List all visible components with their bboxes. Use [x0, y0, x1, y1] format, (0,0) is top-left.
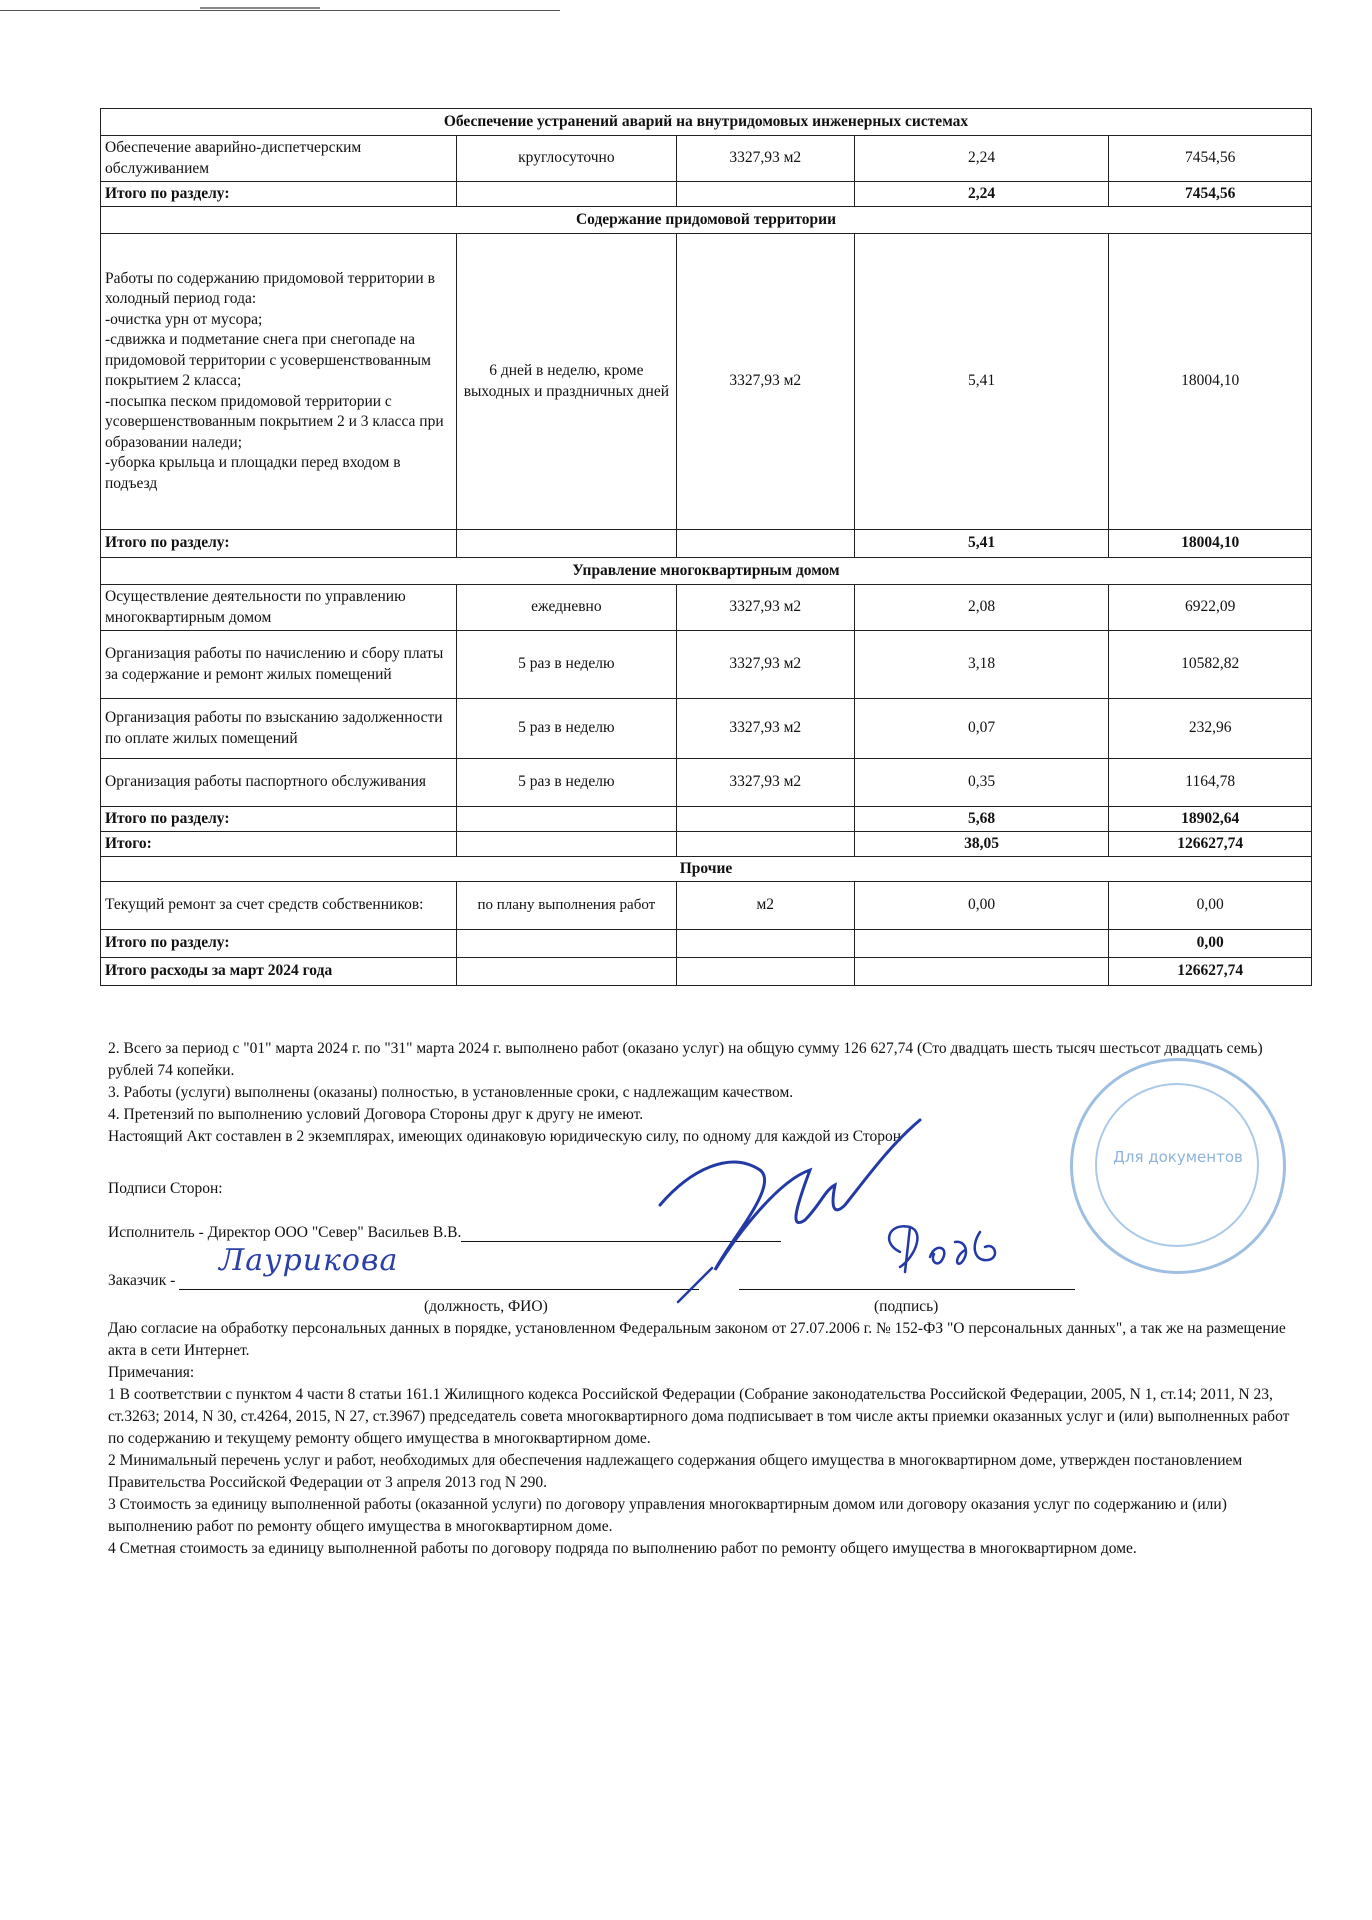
row-period: ежедневно: [456, 585, 676, 631]
section-header-management: Управление многоквартирным домом: [101, 558, 1312, 585]
total-sum: 7454,56: [1109, 182, 1312, 207]
row-sum: 18004,10: [1109, 234, 1312, 530]
expenses-total-sum: 126627,74: [1109, 958, 1312, 986]
total-sum: 18004,10: [1109, 530, 1312, 558]
customer-signature: [870, 1212, 1020, 1282]
section-total-row: Итого по разделу: 5,68 18902,64: [101, 807, 1312, 832]
grand-total-sum: 126627,74: [1109, 832, 1312, 857]
caption-position: (должность, ФИО): [424, 1298, 548, 1315]
notes-block: [108, 1318, 1304, 1560]
row-area: м2: [676, 882, 854, 930]
row-rate: 2,08: [854, 585, 1109, 631]
services-table: [100, 108, 1312, 986]
section-header-territory: Содержание придомовой территории: [101, 207, 1312, 234]
row-area: 3327,93 м2: [676, 136, 854, 182]
consent-text: Даю согласие на обработку персональных данных в порядке, установленном Федеральным законом от 27.07.2006 г. № 152-ФЗ "О персональных данных", а так же на размещение акта в сети Интернет.: [108, 1320, 1286, 1359]
executor-label: Исполнитель - Директор ООО "Север" Васильев В.В.: [108, 1224, 462, 1241]
table-row: [101, 234, 1312, 530]
row-sum: 1164,78: [1109, 759, 1312, 807]
row-rate: 2,24: [854, 136, 1109, 182]
section-total-row: Итого по разделу: 0,00: [101, 930, 1312, 958]
row-name: Обеспечение аварийно-диспетчерским обслуживанием: [101, 136, 457, 182]
grand-total-row: Итого: 38,05 126627,74: [101, 832, 1312, 857]
customer-handwritten-name: Лаурикова: [219, 1243, 399, 1278]
row-name: Текущий ремонт за счет средств собственников:: [101, 882, 457, 930]
row-rate: 5,41: [854, 234, 1109, 530]
total-sum: 18902,64: [1109, 807, 1312, 832]
row-sum: 0,00: [1109, 882, 1312, 930]
total-rate: 2,24: [854, 182, 1109, 207]
row-sum: 6922,09: [1109, 585, 1312, 631]
row-area: 3327,93 м2: [676, 631, 854, 699]
row-area: 3327,93 м2: [676, 234, 854, 530]
total-rate: 5,41: [854, 530, 1109, 558]
row-area: 3327,93 м2: [676, 699, 854, 759]
row-period: по плану выполнения работ: [456, 882, 676, 930]
table-row: [101, 585, 1312, 631]
section-header-other: Прочие: [101, 857, 1312, 882]
row-name: Работы по содержанию придомовой территории в холодный период года: -очистка урн от мусора; -сдвижка и подметание снега при снегопаде на придомовой территории с усовершенствованным покрытием 2 класса; -посыпка песком придомовой территории с усовершенствованным покрытием 2 и 3 класса при образовании наледи; -уборка крыльца и площадки перед входом в подъезд: [101, 234, 457, 530]
table-row: [101, 882, 1312, 930]
table-row: [101, 136, 1312, 182]
row-rate: 0,35: [854, 759, 1109, 807]
expenses-total-row: Итого расходы за март 2024 года 126627,74: [101, 958, 1312, 986]
paragraph-2: 2. Всего за период с "01" марта 2024 г. по "31" марта 2024 г. выполнено работ (оказано услуг) на общую сумму 126 627,74 (Сто двадцать шесть тысяч шестьсот двадцать семь) рублей 74 копейки.: [108, 1040, 1263, 1079]
notes-heading: Примечания:: [108, 1364, 195, 1381]
row-period: 5 раз в неделю: [456, 759, 676, 807]
signatures-heading: Подписи Сторон:: [108, 1180, 223, 1197]
customer-label: Заказчик -: [108, 1272, 176, 1289]
scan-top-mark: [200, 7, 320, 9]
note-3: 3 Стоимость за единицу выполненной работы (оказанной услуги) по договору управления многоквартирным домом или договору оказания услуг по содержанию и (или) выполнению работ по ремонту общего имущества в многоквартирном доме.: [108, 1496, 1227, 1535]
row-rate: 3,18: [854, 631, 1109, 699]
table-row: [101, 759, 1312, 807]
row-period: 5 раз в неделю: [456, 699, 676, 759]
row-rate: 0,00: [854, 882, 1109, 930]
total-sum: 0,00: [1109, 930, 1312, 958]
grand-total-rate: 38,05: [854, 832, 1109, 857]
note-1: 1 В соответствии с пунктом 4 части 8 статьи 161.1 Жилищного кодекса Российской Федерации (Собрание законодательства Российской Федерации, 2005, N 1, ст.14; 2011, N 23, ст.3263; 2014, N 30, ст.4264, 2015, N 27, ст.3967) председатель совета многоквартирного дома подписывает в том числе акты приемки оказанных услуг и (или) выполненных работ по содержанию и текущему ремонту общего имущества в многоквартирном доме.: [108, 1386, 1290, 1447]
row-area: 3327,93 м2: [676, 759, 854, 807]
row-area: 3327,93 м2: [676, 585, 854, 631]
table-row: [101, 699, 1312, 759]
row-rate: 0,07: [854, 699, 1109, 759]
caption-sign: (подпись): [874, 1298, 939, 1315]
row-period: круглосуточно: [456, 136, 676, 182]
section-total-row: Итого по разделу: 2,24 7454,56: [101, 182, 1312, 207]
section-header-emergency: Обеспечение устранений аварий на внутридомовых инженерных системах: [101, 109, 1312, 136]
row-name: Организация работы по взысканию задолженности по оплате жилых помещений: [101, 699, 457, 759]
scan-top-line: [0, 10, 560, 11]
row-name: Организация работы по начислению и сбору платы за содержание и ремонт жилых помещений: [101, 631, 457, 699]
row-period: 6 дней в неделю, кроме выходных и праздничных дней: [456, 234, 676, 530]
note-4: 4 Сметная стоимость за единицу выполненной работы по договору подряда по выполнению работ по ремонту общего имущества в многоквартирном доме.: [108, 1540, 1137, 1557]
section-total-row: Итого по разделу: 5,41 18004,10: [101, 530, 1312, 558]
total-rate: 5,68: [854, 807, 1109, 832]
stamp-center-text: Для документов: [1113, 1148, 1243, 1166]
paragraph-5: Настоящий Акт составлен в 2 экземплярах, имеющих одинаковую юридическую силу, по одному для каждой из Сторон: [108, 1128, 902, 1145]
paragraph-3: 3. Работы (услуги) выполнены (оказаны) полностью, в установленные сроки, с надлежащим качеством.: [108, 1084, 794, 1101]
paragraph-4: 4. Претензий по выполнению условий Договора Стороны друг к другу не имеют.: [108, 1106, 644, 1123]
row-name: Организация работы паспортного обслуживания: [101, 759, 457, 807]
organization-stamp: [1070, 1058, 1286, 1274]
row-sum: 232,96: [1109, 699, 1312, 759]
row-sum: 10582,82: [1109, 631, 1312, 699]
row-period: 5 раз в неделю: [456, 631, 676, 699]
table-row: [101, 631, 1312, 699]
row-name: Осуществление деятельности по управлению многоквартирным домом: [101, 585, 457, 631]
note-2: 2 Минимальный перечень услуг и работ, необходимых для обеспечения надлежащего содержания общего имущества в многоквартирном доме, утвержден постановлением Правительства Российской Федерации от 3 апреля 2013 год N 290.: [108, 1452, 1243, 1491]
row-sum: 7454,56: [1109, 136, 1312, 182]
